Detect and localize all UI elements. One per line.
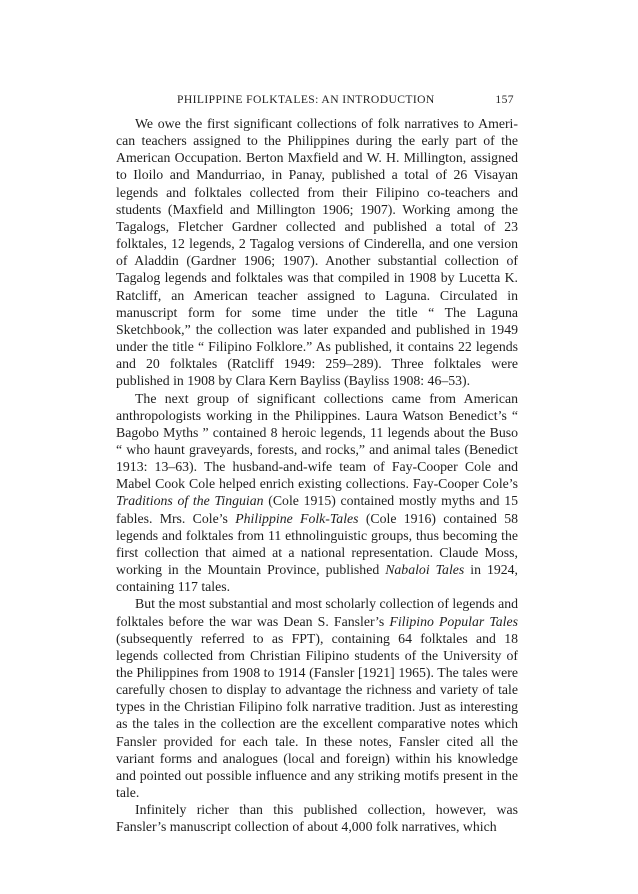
book-title-italic: Nabaloi Tales <box>385 562 465 578</box>
text-segment: (Cole 1916) contained 58 legends and folktales from 11 ethnolinguistic groups, thus becoming the first collection that aimed at a national representation. Claude Moss, working in the Mountain Province, published <box>116 510 518 578</box>
body-text <box>116 115 518 836</box>
paragraph-1 <box>116 115 518 390</box>
text-segment: in 1924, containing 117 tales. <box>116 562 518 595</box>
text-segment: Infinitely richer than this published collection, however, was Fansler’s manuscript collection of about 4,000 folk narratives, which <box>116 802 518 835</box>
text-segment: (Cole 1915) contained mostly myths and 15 fables. Mrs. Cole’s <box>116 493 519 526</box>
paragraph-4 <box>116 801 518 835</box>
text-segment: (subsequently referred to as FPT), containing 64 folktales and 18 legends collected from Christian Filipino students of the University of the Philippines from 1908 to 1914 (Fansler [1921] 1965). The tales were carefully chosen to display to advantage the richness and variety of tale types in the Christian Filipino folk narrative tradition. Just as interesting as the tales in the collection are the excellent comparative notes which Fansler provided for each tale. In these notes, Fansler cited all the variant forms and analogues (local and foreign) within his knowledge and pointed out possible influence and any striking motifs present in the tale. <box>116 630 518 801</box>
book-title-italic: Filipino Popular Tales <box>389 613 518 629</box>
book-title-italic: Philippine Folk-Tales <box>235 510 359 526</box>
paragraph-3 <box>116 595 518 801</box>
running-title: PHILIPPINE FOLKTALES: AN INTRODUCTION <box>177 93 435 106</box>
text-segment: But the most substantial and most scholarly collection of legends and folktales before the war was Dean S. Fansler’s <box>116 596 518 629</box>
running-header <box>177 93 514 106</box>
text-segment: We owe the first significant collections of folk narratives to American teachers assigned to the Philippines during the early part of the American Occupation. Berton Maxfield and W. H. Millington, assigned to Iloilo and Mandurriao, in Panay, published a total of 26 Visayan legends and folktales collected from their Filipino co-teachers and students (Maxfield and Millington 1906; 1907). Working among the Tagalogs, Fletcher Gardner collected and published a total of 23 folktales, 12 legends, 2 Tagalog versions of Cinderella, and one version of Aladdin (Gardner 1906; 1907). Another substantial collection of Tagalog legends and folktales was that compiled in 1908 by Lucetta K. Ratcliff, an American teacher assigned to Laguna. Circulated in manuscript form for some time under the title “ The Laguna Sketchbook,” the collection was later expanded and published in 1949 under the title “ Filipino Folklore.” As published, it contains 22 legends and 20 folktales (Ratcliff 1949: 259–289). Three folktales were published in 1908 by Clara Kern Bayliss (Bayliss 1908: 46–53). <box>116 116 518 389</box>
text-segment: The next group of significant collections came from American anthropologists working in the Philippines. Laura Watson Benedict’s “ Bagobo Myths ” contained 8 heroic legends, 11 legends about the Buso “ who haunt graveyards, forests, and rocks,” and animal tales (Benedict 1913: 13–63). The husband-and-wife team of Fay-Cooper Cole and Mabel Cook Cole helped enrich existing collections. Fay-Cooper Cole’s <box>116 390 518 492</box>
book-title-italic: Traditions of the Tinguian <box>116 493 264 509</box>
paragraph-2 <box>116 390 518 596</box>
page-number: 157 <box>495 93 514 106</box>
